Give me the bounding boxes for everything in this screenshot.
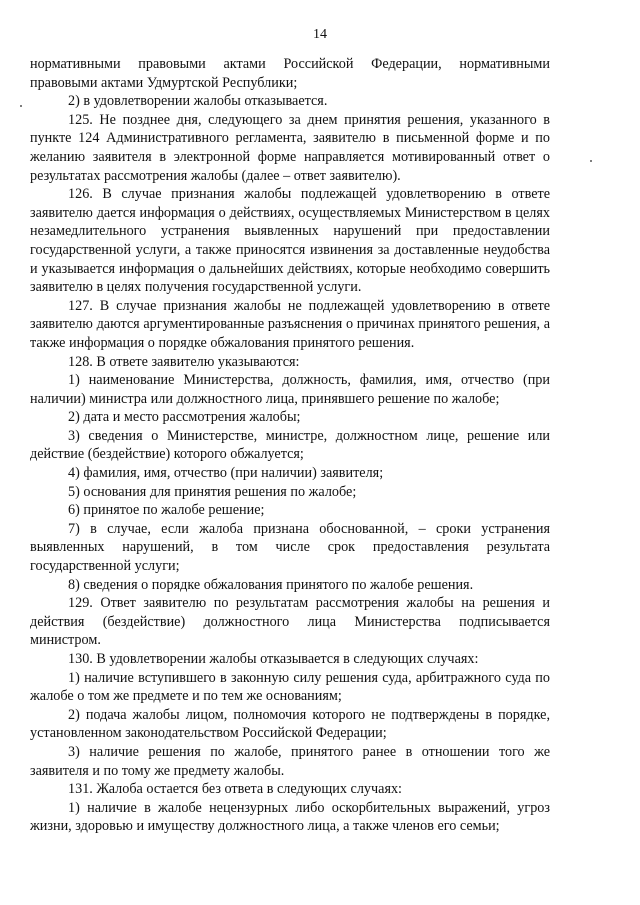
clause-128-item-4: 4) фамилия, имя, отчество (при наличии) заявителя; — [68, 465, 384, 482]
clause-130-item-2: 2) подача жалобы лицом, полномочия которого не подтверждены в порядке, установленном законодательством Российской Федерации; — [30, 706, 550, 742]
scan-speck — [590, 160, 592, 162]
clause-131-item-1: 1) наличие в жалобе нецензурных либо оскорбительных выражений, угроз жизни, здоровью и имуществу должностного лица, а также членов его семьи; — [30, 799, 550, 835]
document-body — [30, 55, 550, 836]
clause-131: 131. Жалоба остается без ответа в следующих случаях: — [68, 781, 403, 798]
clause-125: 125. Не позднее дня, следующего за днем принятия решения, указанного в пункте 124 Административного регламента, заявителю в письменной форме и по желанию заявителя в электронной форме направляется мотивированный ответ о результатах рассмотрения жалобы (далее – ответ заявителю). — [30, 111, 550, 184]
scan-speck — [20, 105, 22, 107]
list-item-refusal: 2) в удовлетворении жалобы отказывается. — [68, 93, 328, 110]
clause-129: 129. Ответ заявителю по результатам рассмотрения жалобы на решения и действия (бездействие) должностного лица Министерства подписывается министром. — [30, 595, 550, 649]
clause-130-item-1: 1) наличие вступившего в законную силу решения суда, арбитражного суда по жалобе о том же предмете и по тем же основаниям; — [30, 669, 550, 705]
page-number: 14 — [313, 27, 327, 42]
clause-130-item-3: 3) наличие решения по жалобе, принятого ранее в отношении того же заявителя и по тому же предмету жалобы. — [30, 743, 550, 779]
clause-130: 130. В удовлетворении жалобы отказывается в следующих случаях: — [68, 651, 479, 667]
clause-128-item-7: 7) в случае, если жалоба признана обоснованной, – сроки устранения выявленных нарушений, в том числе срок предоставления результата государственной услуги; — [30, 520, 550, 575]
clause-128-item-8: 8) сведения о порядке обжалования принятого по жалобе решения. — [68, 576, 474, 593]
clause-126: 126. В случае признания жалобы подлежащей удовлетворению в ответе заявителю дается информация о действиях, осуществляемых Министерством в целях незамедлительного устранения выявленных нарушений при предоставлении государственной услуги, а также приносятся извинения за доставленные неудобства и указывается информация о дальнейших действиях, которые необходимо совершить заявителю в целях получения государственной услуги. — [30, 186, 550, 296]
clause-128-item-2: 2) дата и место рассмотрения жалобы; — [68, 409, 301, 426]
clause-128: 128. В ответе заявителю указываются: — [68, 353, 300, 370]
clause-128-item-6: 6) принятое по жалобе решение; — [68, 502, 265, 519]
clause-127: 127. В случае признания жалобы не подлежащей удовлетворению в ответе заявителю даются аргументированные разъяснения о причинах принятого решения, а также информация о порядке обжалования принятого решения. — [30, 297, 550, 351]
paragraph-continuation: нормативными правовыми актами Российской Федерации, нормативными правовыми актами Удмуртской Республики; — [30, 56, 550, 91]
clause-128-item-3: 3) сведения о Министерстве, министре, должностном лице, решение или действие (бездействие) которого обжалуется; — [30, 427, 550, 463]
clause-128-item-5: 5) основания для принятия решения по жалобе; — [68, 483, 357, 500]
clause-128-item-1: 1) наименование Министерства, должность, фамилия, имя, отчество (при наличии) министра или должностного лица, принявшего решение по жалобе; — [30, 372, 550, 407]
